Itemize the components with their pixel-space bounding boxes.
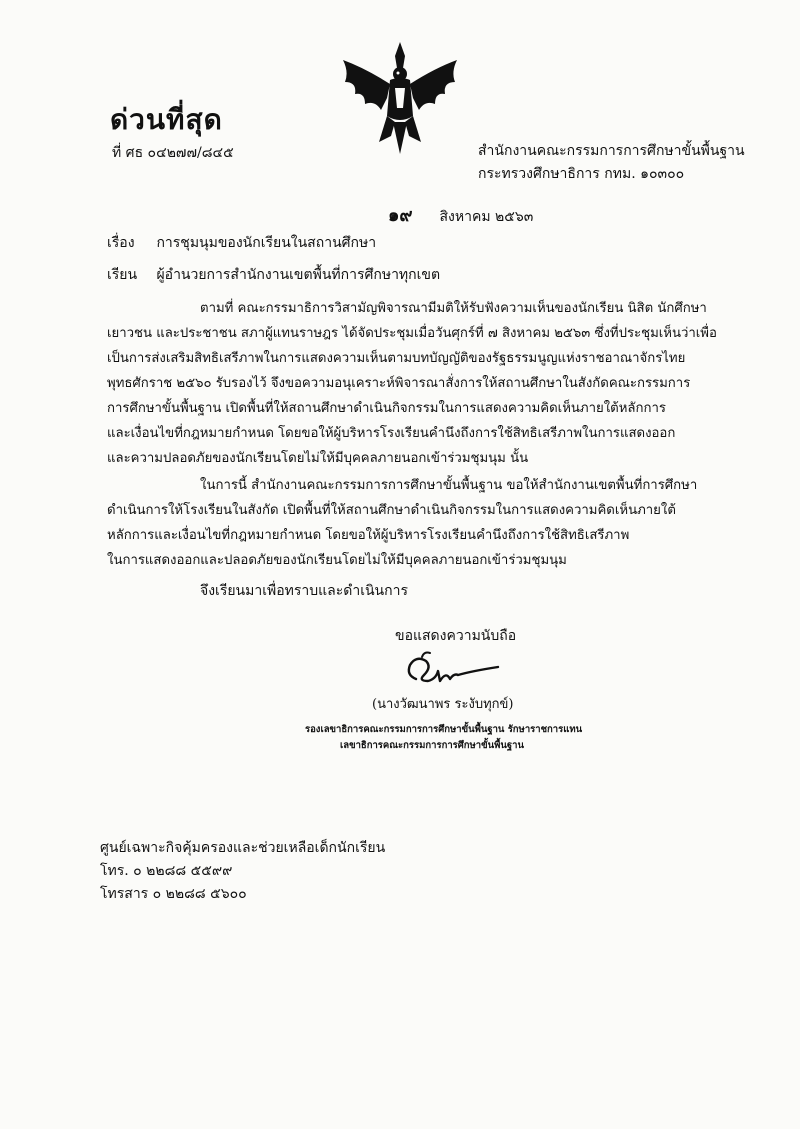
paragraph-line: ในการนี้ สำนักงานคณะกรรมการการศึกษาขั้นพื้นฐาน ขอให้สำนักงานเขตพื้นที่การศึกษา	[200, 478, 698, 493]
urgency-stamp: ด่วนที่สุด	[110, 103, 223, 136]
office-address: กระทรวงศึกษาธิการ กทม. ๑๐๓๐๐	[478, 166, 685, 182]
paragraph-line: ดำเนินการให้โรงเรียนในสังกัด เปิดพื้นที่ให้สถานศึกษาดำเนินกิจกรรมในการแสดงความคิดเห็นภายใต้	[107, 503, 676, 518]
paragraph-line: ตามที่ คณะกรรมาธิการวิสามัญพิจารณามีมติให้รับฟังความเห็นของนักเรียน นิสิต นักศึกษา	[200, 301, 707, 316]
paragraph-line: หลักการและเงื่อนไขที่กฎหมายกำหนด โดยขอให้ผู้บริหารโรงเรียนคำนึงถึงการใช้สิทธิเสรีภาพ	[107, 528, 630, 543]
contact-unit: ศูนย์เฉพาะกิจคุ้มครองและช่วยเหลือเด็กนักเรียน	[100, 840, 386, 856]
addressee-text: ผู้อำนวยการสำนักงานเขตพื้นที่การศึกษาทุกเขต	[156, 267, 441, 283]
contact-block	[100, 837, 385, 906]
letter-date	[388, 200, 533, 229]
date-month-year: สิงหาคม ๒๕๖๓	[439, 209, 534, 225]
paragraph-line: และความปลอดภัยของนักเรียนโดยไม่ให้มีบุคคลภายนอกเข้าร่วมชุมนุม นั้น	[107, 451, 529, 466]
paragraph-line: เป็นการส่งเสริมสิทธิเสรีภาพในการแสดงความเห็นตามบทบัญญัติของรัฐธรรมนูญแห่งราชอาณาจักรไทย	[107, 351, 686, 366]
subject-label: เรื่อง	[107, 235, 135, 251]
paragraph-line: พุทธศักราช ๒๕๖๐ รับรองไว้ จึงขอความอนุเคราะห์พิจารณาสั่งการให้สถานศึกษาในสังกัดคณะกรรมการ	[107, 376, 691, 391]
addressee-label: เรียน	[107, 267, 138, 283]
subject-text: การชุมนุมของนักเรียนในสถานศึกษา	[156, 235, 377, 251]
regards-text: ขอแสดงความนับถือ	[395, 628, 517, 644]
contact-fax: โทรสาร ๐ ๒๒๘๘ ๕๖๐๐	[100, 886, 247, 902]
signer-title-line-1: รองเลขาธิการคณะกรรมการการศึกษาขั้นพื้นฐาน รักษาราชการแทน	[305, 724, 583, 735]
body-paragraph-1	[107, 296, 717, 471]
subject-line	[107, 232, 376, 254]
closing-sentence: จึงเรียนมาเพื่อทราบและดำเนินการ	[200, 583, 408, 599]
signer-name: (นางวัฒนาพร ระงับทุกข์)	[372, 697, 514, 712]
garuda-emblem-icon	[335, 38, 465, 158]
addressee-line	[107, 264, 440, 286]
contact-phone: โทร. ๐ ๒๒๘๘ ๕๕๙๙	[100, 863, 233, 879]
signer-title-line-2: เลขาธิการคณะกรรมการการศึกษาขั้นพื้นฐาน	[340, 740, 524, 751]
date-day: ๑๙	[388, 205, 413, 226]
handwritten-signature-icon	[402, 645, 512, 695]
paragraph-line: ในการแสดงออกและปลอดภัยของนักเรียนโดยไม่ให้มีบุคคลภายนอกเข้าร่วมชุมนุม	[107, 553, 567, 568]
paragraph-line: การศึกษาขั้นพื้นฐาน เปิดพื้นที่ให้สถานศึกษาดำเนินกิจกรรมในการแสดงความคิดเห็นภายใต้หลักการ	[107, 401, 666, 416]
document-number: ที่ ศธ ๐๔๒๗๗/๘๔๕	[112, 145, 234, 161]
issuing-office	[478, 140, 745, 186]
paragraph-line: และเงื่อนไขที่กฎหมายกำหนด โดยขอให้ผู้บริหารโรงเรียนคำนึงถึงการใช้สิทธิเสรีภาพในการแสดงออก	[107, 426, 676, 441]
paragraph-line: เยาวชน และประชาชน สภาผู้แทนราษฎร ได้จัดประชุมเมื่อวันศุกร์ที่ ๗ สิงหาคม ๒๕๖๓ ซึ่งที่ประชุมเห็นว่าเพื่อ	[107, 326, 717, 341]
office-name: สำนักงานคณะกรรมการการศึกษาขั้นพื้นฐาน	[478, 143, 745, 159]
body-paragraph-2	[107, 473, 717, 573]
